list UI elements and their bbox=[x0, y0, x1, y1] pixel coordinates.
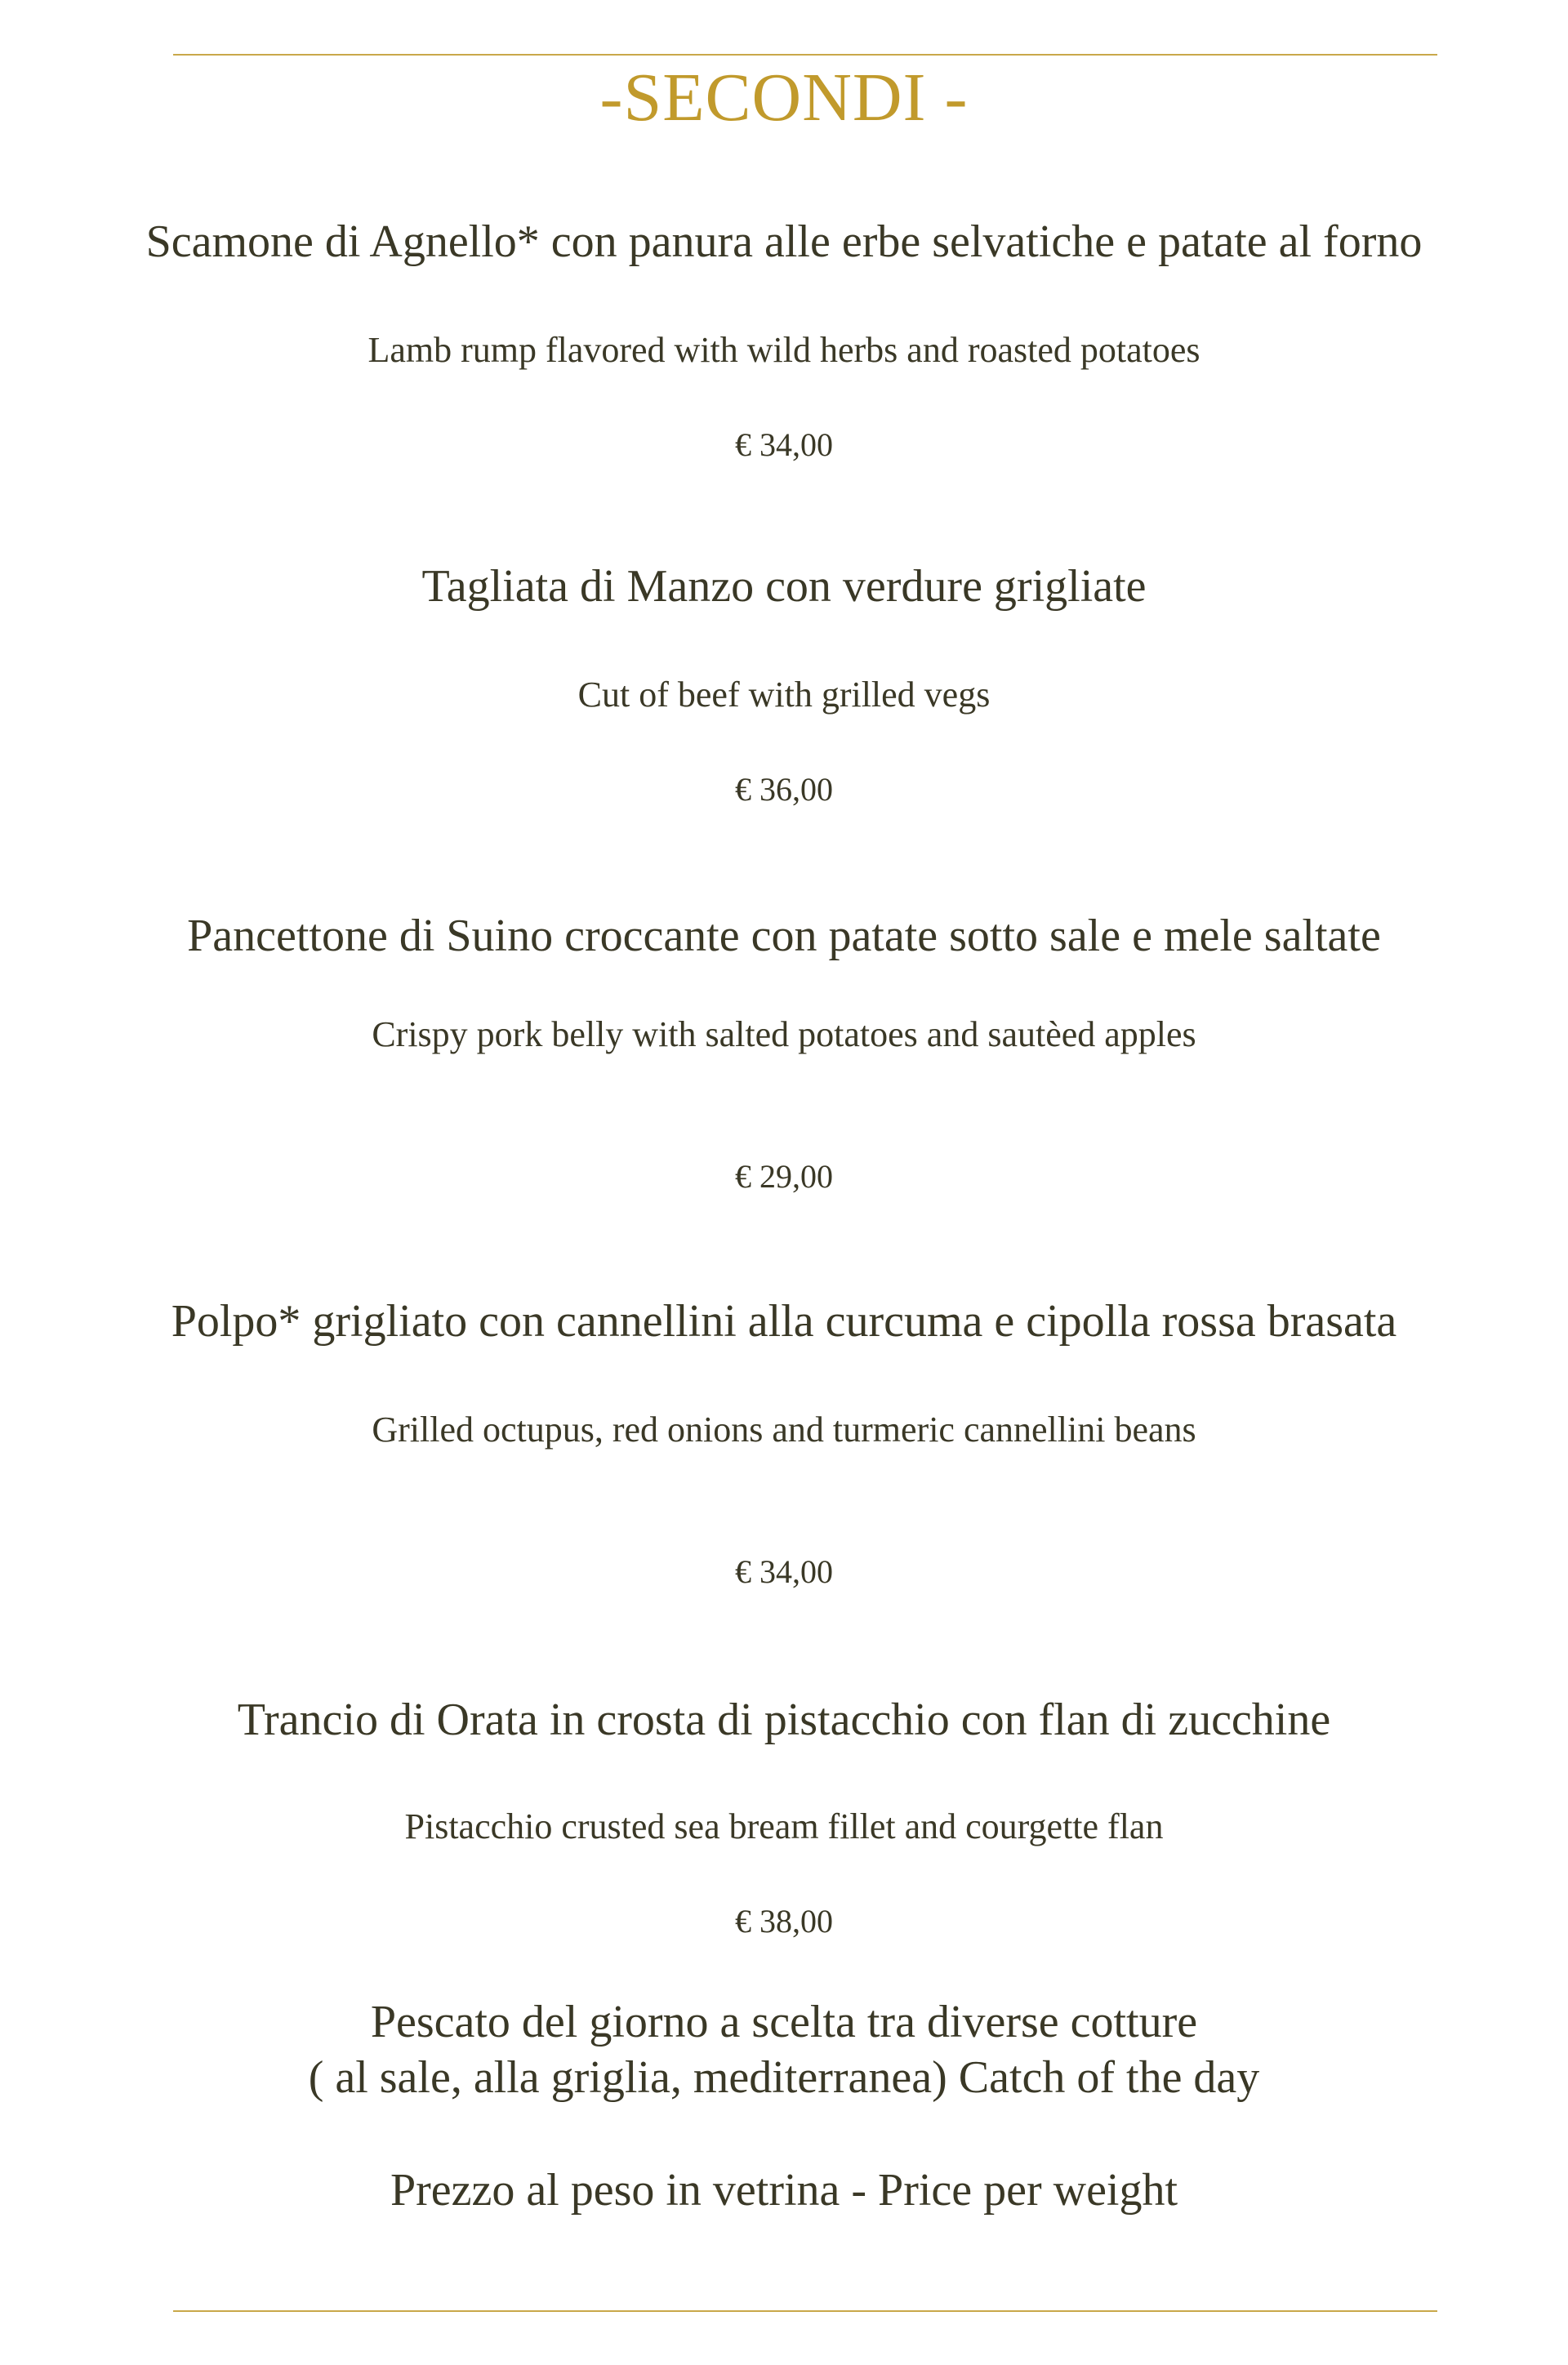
menu-item-name-it: Pancettone di Suino croccante con patate sotto sale e mele saltate bbox=[187, 911, 1381, 961]
top-divider bbox=[173, 54, 1437, 56]
menu-item-price: € 34,00 bbox=[735, 426, 833, 463]
menu-item-name-en: Cut of beef with grilled vegs bbox=[577, 675, 991, 715]
catch-of-day-line2: ( al sale, alla griglia, mediterranea) Catch of the day bbox=[308, 2052, 1260, 2103]
menu-item-name-en: Crispy pork belly with salted potatoes and sautèed apples bbox=[372, 1014, 1196, 1054]
menu-item-name-it: Polpo* grigliato con cannellini alla curcuma e cipolla rossa brasata bbox=[171, 1296, 1397, 1347]
menu-item-price: € 36,00 bbox=[735, 771, 833, 808]
menu-item-name-it: Trancio di Orata in crosta di pistacchio con flan di zucchine bbox=[237, 1695, 1331, 1745]
menu-item-price: € 34,00 bbox=[735, 1553, 833, 1590]
section-title: -SECONDI - bbox=[599, 60, 969, 136]
menu-item-name-it: Scamone di Agnello* con panura alle erbe selvatiche e patate al forno bbox=[145, 216, 1423, 267]
menu-item-price: € 29,00 bbox=[735, 1158, 833, 1195]
bottom-divider bbox=[173, 2310, 1437, 2312]
catch-of-day-line1: Pescato del giorno a scelta tra diverse cotture bbox=[370, 1997, 1198, 2047]
menu-item-name-it: Tagliata di Manzo con verdure grigliate bbox=[421, 561, 1147, 612]
menu-item-name-en: Lamb rump flavored with wild herbs and roasted potatoes bbox=[368, 330, 1200, 370]
menu-item-price: € 38,00 bbox=[735, 1903, 833, 1940]
price-per-weight-note: Prezzo al peso in vetrina - Price per weight bbox=[390, 2165, 1178, 2216]
menu-item-name-en: Pistacchio crusted sea bream fillet and courgette flan bbox=[404, 1806, 1164, 1846]
menu-item-name-en: Grilled octupus, red onions and turmeric cannellini beans bbox=[372, 1410, 1196, 1450]
